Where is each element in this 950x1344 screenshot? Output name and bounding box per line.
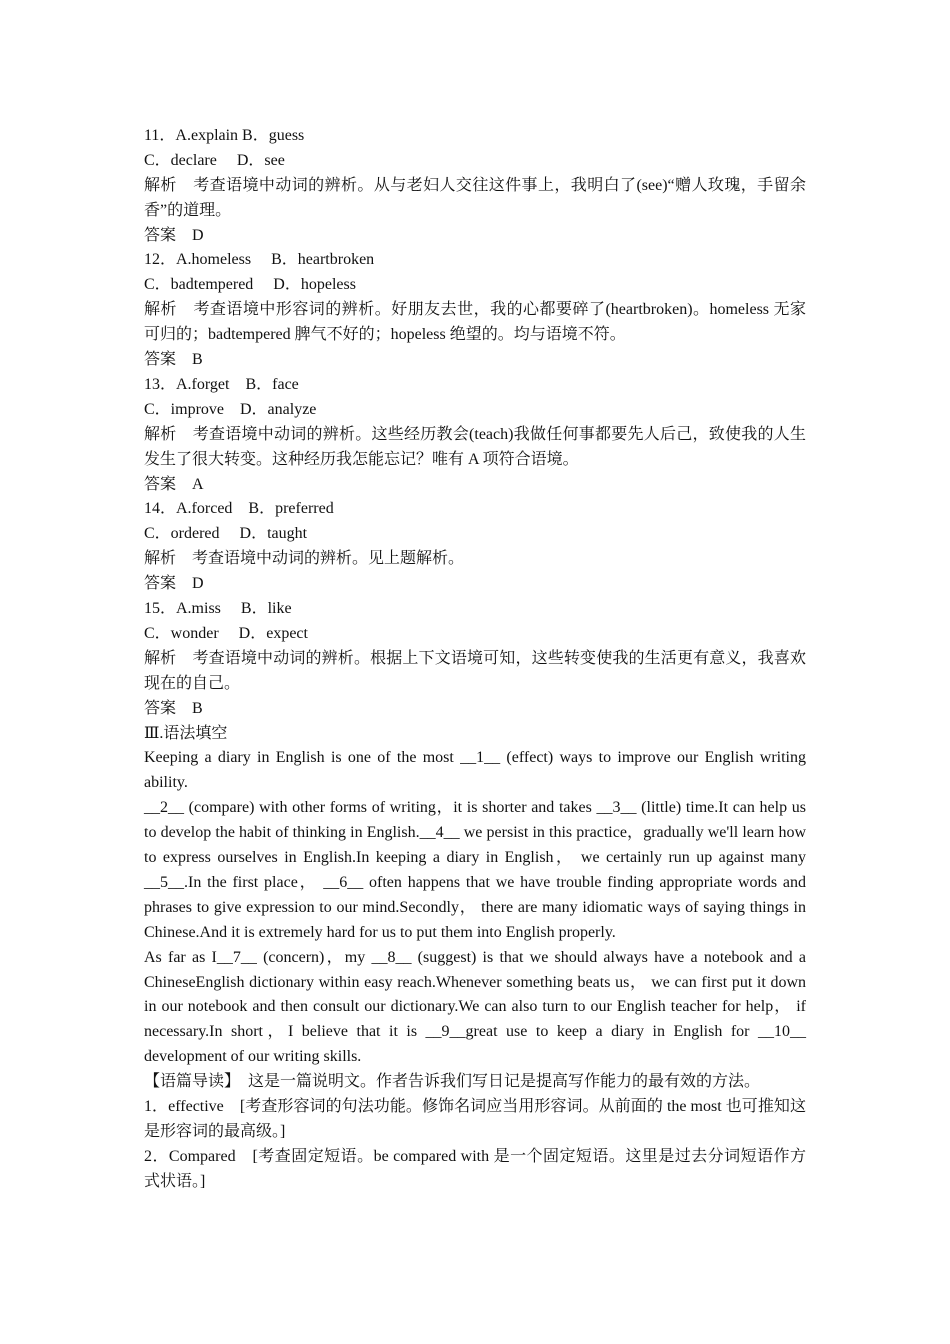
question-options-line: C．declare D．see (144, 151, 285, 169)
question-11 (144, 124, 806, 248)
passage-paragraph: Keeping a diary in English is one of the most __1__ (effect) ways to improve our English writing ability. (144, 749, 806, 792)
question-options-line: C．ordered D．taught (144, 525, 308, 543)
question-options-line: 11．A.explain B．guess (144, 127, 305, 144)
answer-text: 答案 B (144, 699, 203, 717)
analysis-text: 解析 考查语境中动词的辨析。从与老妇人交往这件事上，我明白了(see)“赠人玫瑰，手留余香”的道理。 (144, 176, 806, 219)
question-15 (144, 597, 806, 721)
answer-text: 答案 D (144, 226, 204, 244)
question-12 (144, 248, 806, 372)
analysis-text: 解析 考查语境中动词的辨析。根据上下文语境可知，这些转变使我的生活更有意义，我喜欢现在的自己。 (144, 649, 806, 692)
analysis-text: 解析 考查语境中动词的辨析。见上题解析。 (144, 550, 465, 568)
passage-paragraph: As far as I__7__ (concern)，my __8__ (suggest) is that we should always have a notebook and a ChineseEnglish dictionary within easy reach.Whenever something beats us， we can first put it down in our notebook and then consult our dictionary.We can also turn to our English teacher for help， if necessary.In short，I believe that it is __9__great use to keep a diary in English for __10__ development of our writing skills. (144, 948, 807, 1066)
question-options-line: 12．A.homeless B．heartbroken (144, 251, 375, 269)
analysis-text: 解析 考查语境中动词的辨析。这些经历教会(teach)我做任何事都要先人后己，致使我的人生发生了很大转变。这种经历我怎能忘记？唯有 A 项符合语境。 (144, 425, 806, 468)
question-14 (144, 497, 806, 597)
passage-paragraph: __2__ (compare) with other forms of writing，it is shorter and takes __3__ (little) time.It can help us to develop the habit of thinking in English.__4__ we persist in this practice，gradually we'll learn how to express ourselves in English.In keeping a diary in English， we certainly run up against many __5__.In the first place， __6__ often happens that we have trouble finding appropriate words and phrases to give expression to our mind.Secondly， there are many idiomatic ways of saying things in Chinese.And it is extremely hard for us to put them into English properly. (144, 799, 806, 941)
answer-text: 答案 A (144, 475, 204, 493)
question-13 (144, 373, 806, 497)
question-options-line: 14．A.forced B．preferred (144, 500, 334, 518)
answer-explanation: 1．effective [考查形容词的句法功能。修饰名词应当用形容词。从前面的 the most 也可推知这是形容词的最高级。] (144, 1098, 806, 1140)
question-options-line: 13．A.forget B．face (144, 375, 299, 393)
analysis-text: 解析 考查语境中形容词的辨析。好朋友去世，我的心都要碎了(heartbroken)。homeless 无家可归的；badtempered 脾气不好的；hopeless 绝望的。均与语境不符。 (144, 301, 806, 344)
answer-explanation: 2．Compared [考查固定短语。be compared with 是一个固定短语。这里是过去分词短语作方式状语。] (144, 1147, 806, 1190)
question-options-line: C．improve D．analyze (144, 400, 317, 418)
question-options-line: 15．A.miss B．like (144, 600, 292, 618)
section-heading: Ⅲ.语法填空 (144, 724, 228, 742)
reading-guide: 【语篇导读】 这是一篇说明文。作者告诉我们写日记是提高写作能力的最有效的方法。 (144, 1073, 761, 1091)
answer-text: 答案 D (144, 575, 204, 593)
question-options-line: C．wonder D．expect (144, 624, 308, 642)
document-page (144, 124, 806, 1195)
answer-text: 答案 B (144, 351, 203, 369)
question-options-line: C．badtempered D．hopeless (144, 276, 356, 294)
